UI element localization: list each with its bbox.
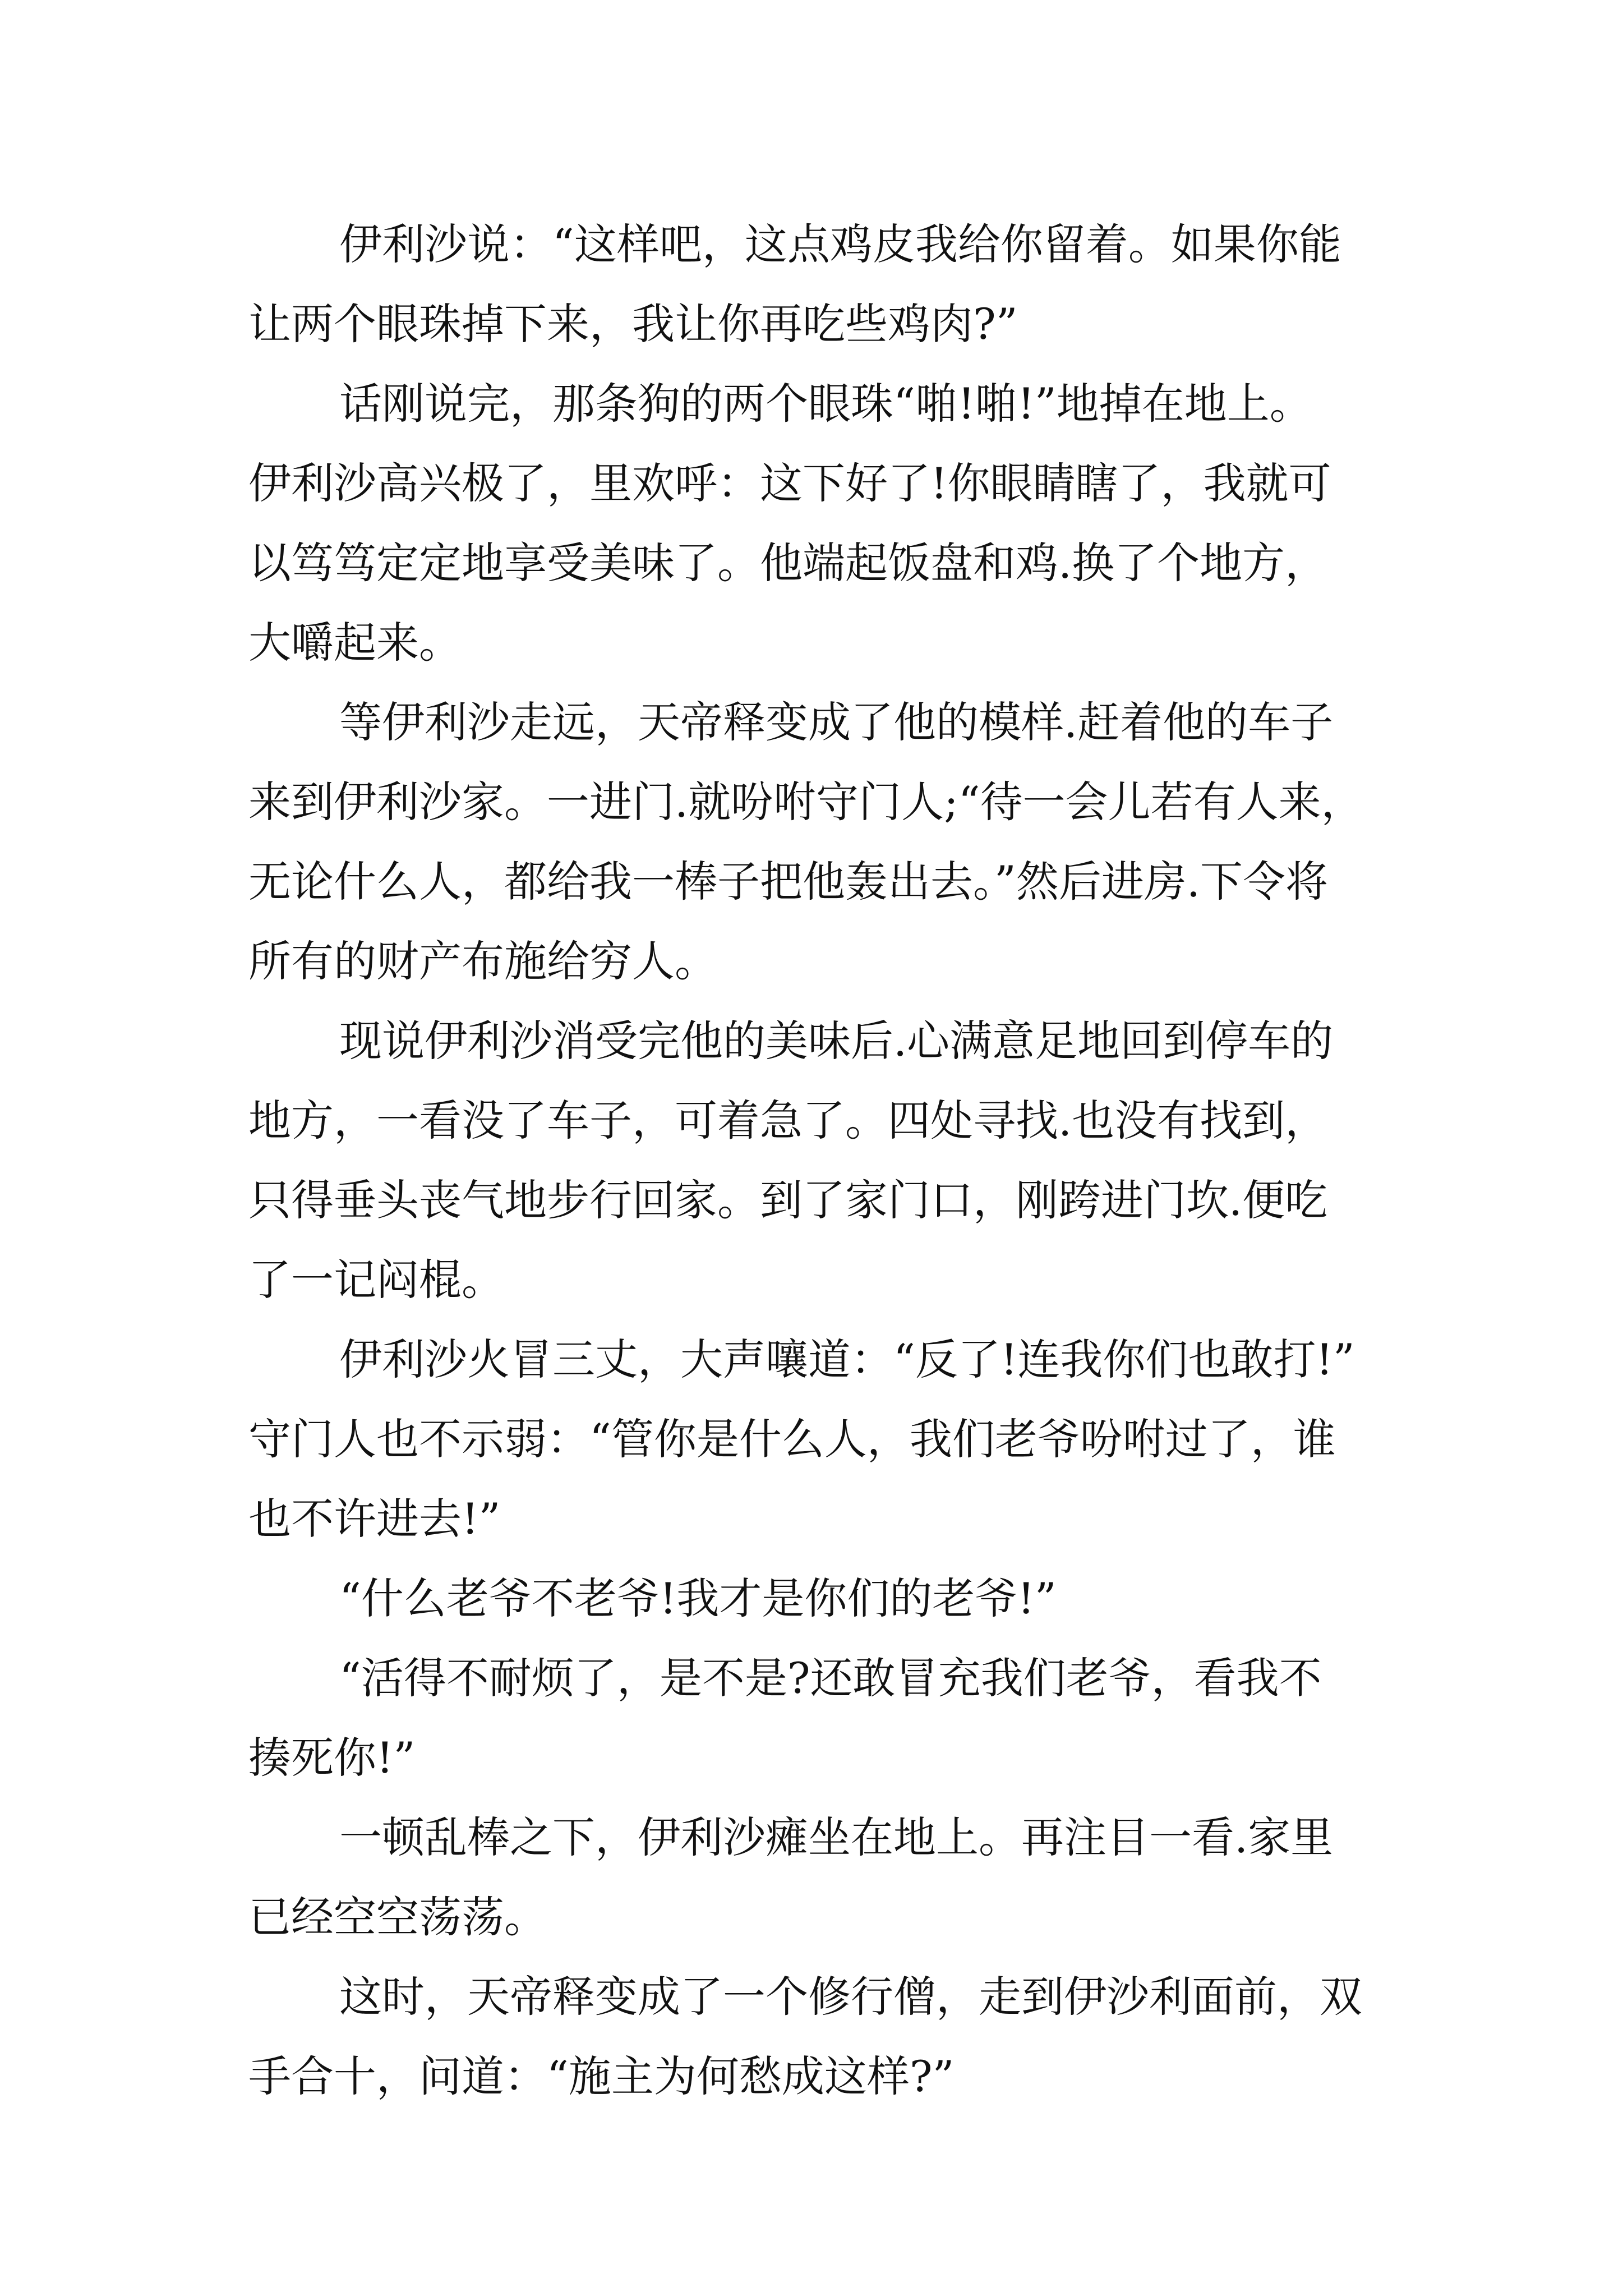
text-line: 地方，一看没了车子，可着急了。四处寻找.也没有找到， (248, 1096, 1328, 1145)
text-line: 手合十，问道：“施主为何愁成这样?” (248, 2051, 955, 2101)
text-line: “活得不耐烦了，是不是?还敢冒充我们老爷，看我不 (339, 1653, 1322, 1703)
text-line: 让两个眼珠掉下来，我让你再吃些鸡肉?” (248, 299, 1018, 349)
text-line: 话刚说完，那条狗的两个眼珠“啪!啪!”地掉在地上。 (339, 379, 1312, 429)
text-line: 伊利沙说：“这样吧，这点鸡皮我给你留着。如果你能 (339, 219, 1341, 269)
text-line: 这时，天帝释变成了一个修行僧，走到伊沙利面前，双 (339, 1972, 1362, 2022)
text-line: 等伊利沙走远，天帝释变成了他的模样.赶着他的车子 (339, 697, 1334, 747)
text-line: 无论什么人，都给我一棒子把他轰出去。”然后进房.下令将 (248, 857, 1329, 907)
text-line: 也不许进去!” (248, 1494, 501, 1544)
text-line: 了一记闷棍。 (248, 1255, 504, 1305)
text-line: 守门人也不示弱：“管你是什么人，我们老爷吩咐过了，谁 (248, 1414, 1336, 1464)
text-line: 伊利沙高兴极了，里欢呼：这下好了!你眼睛瞎了，我就可 (248, 458, 1331, 508)
text-line: 揍死你!” (248, 1733, 416, 1783)
text-line: 一顿乱棒之下，伊利沙瘫坐在地上。再注目一看.家里 (339, 1812, 1334, 1862)
text-line: 以笃笃定定地享受美味了。他端起饭盘和鸡.换了个地方， (248, 538, 1328, 588)
text-line: 大嚼起来。 (248, 618, 462, 668)
text-line: 伊利沙火冒三丈，大声嚷道：“反了!连我你们也敢打!” (339, 1335, 1355, 1384)
text-line: 只得垂头丧气地步行回家。到了家门口，刚跨进门坎.便吃 (248, 1175, 1328, 1225)
text-line: 现说伊利沙消受完他的美味后.心满意足地回到停车的 (339, 1016, 1334, 1066)
text-line: “什么老爷不老爷!我才是你们的老爷!” (339, 1573, 1057, 1623)
text-line: 来到伊利沙家。一进门.就吩咐守门人;“待一会儿若有人来， (248, 777, 1364, 827)
text-line: 所有的财产布施给穷人。 (248, 936, 717, 986)
text-line: 已经空空荡荡。 (248, 1892, 547, 1942)
